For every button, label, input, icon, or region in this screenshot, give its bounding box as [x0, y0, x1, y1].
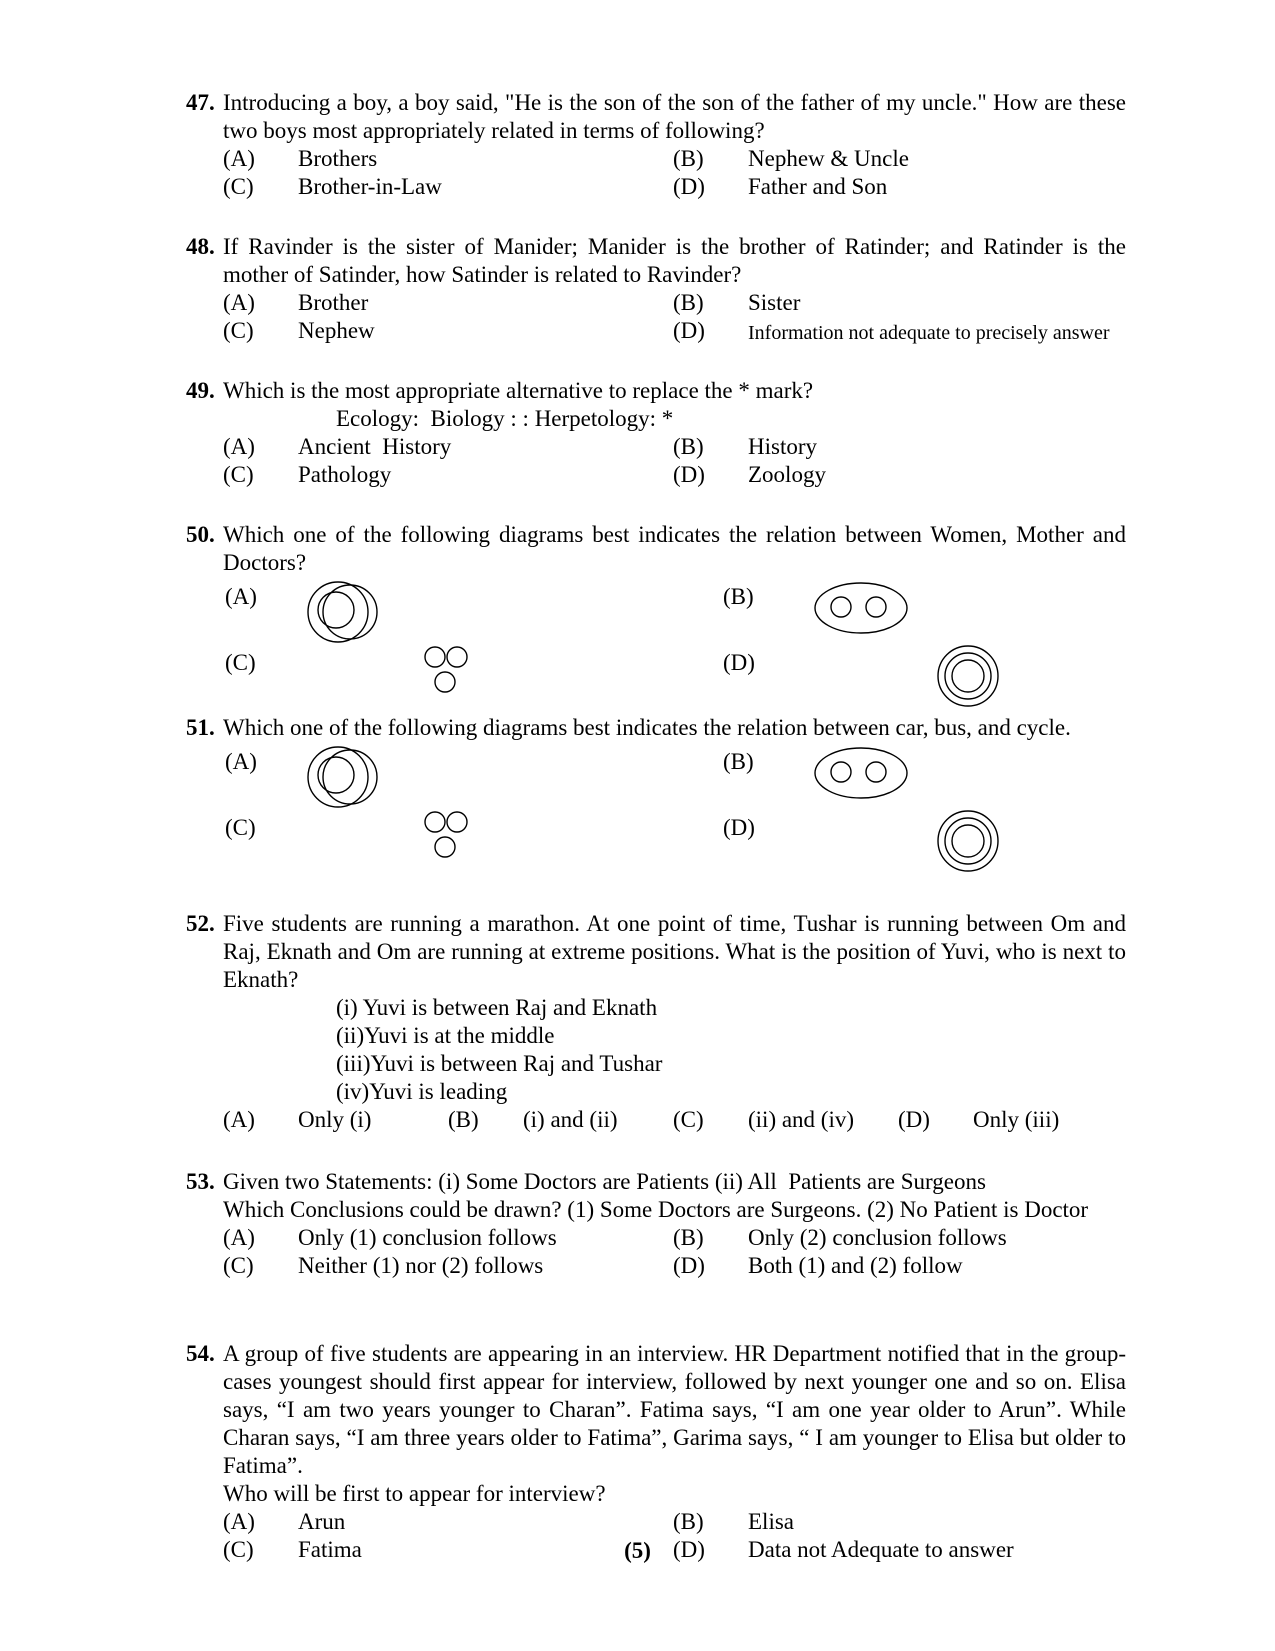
option-b-text: Sister	[748, 290, 801, 315]
option-a-label: (A)	[223, 1107, 255, 1132]
question-number: 48.	[186, 234, 215, 259]
two-circles-in-oval-diagram	[811, 745, 911, 801]
option-d-text: Information not adequate to precisely answer	[748, 322, 1110, 344]
question-number: 53.	[186, 1169, 215, 1194]
option-b-label: (B)	[448, 1107, 479, 1132]
question-48	[186, 233, 1126, 345]
question-50	[186, 521, 1126, 707]
option-d-label: (D)	[673, 1253, 705, 1278]
diagram-options	[186, 742, 1126, 872]
option-b-text: (i) and (ii)	[523, 1107, 618, 1132]
option-c-text: Brother-in-Law	[298, 174, 442, 199]
concentric-circles-diagram	[935, 644, 1001, 708]
option-d-text: Father and Son	[748, 174, 888, 199]
option-b-label: (B)	[723, 584, 754, 609]
option-d-text: Only (iii)	[973, 1107, 1060, 1132]
three-separate-circles-diagram	[419, 809, 475, 861]
question-text: Which is the most appropriate alternative to replace the * mark?	[223, 378, 814, 403]
option-a-text: Brothers	[298, 146, 378, 171]
question-number: 49.	[186, 378, 215, 403]
statement-item: (iii)Yuvi is between Raj and Tushar	[336, 1051, 663, 1076]
question-number: 54.	[186, 1341, 215, 1366]
question-number: 47.	[186, 90, 215, 115]
option-c-label: (C)	[223, 1537, 254, 1562]
question-text: If Ravinder is the sister of Manider; Manider is the brother of Ratinder; and Ratinder is the mother of Satinder, how Satinder is related to Ravinder?	[223, 234, 1126, 287]
option-row	[186, 1224, 1126, 1252]
option-a-label: (A)	[223, 146, 255, 171]
option-b-label: (B)	[673, 434, 704, 459]
option-c-label: (C)	[223, 1253, 254, 1278]
option-a-label: (A)	[223, 290, 255, 315]
option-a-label: (A)	[223, 434, 255, 459]
concentric-circles-diagram	[935, 809, 1001, 873]
option-c-label: (C)	[673, 1107, 704, 1132]
option-b-label: (B)	[673, 1225, 704, 1250]
question-text: Which one of the following diagrams best indicates the relation between car, bus, and cycle.	[223, 715, 1071, 740]
option-c-text: Nephew	[298, 318, 375, 343]
option-a-text: Only (i)	[298, 1107, 372, 1132]
option-row	[186, 461, 1126, 489]
option-a-text: Arun	[298, 1509, 346, 1534]
option-b-label: (B)	[673, 290, 704, 315]
statement-list	[186, 994, 1126, 1106]
question-text: A group of five students are appearing in an interview. HR Department notified that in the group- cases youngest should first appear for interview, followed by next younger one and so on. Elisa says, “I am two years younger to Charan”. Fatima says, “I am one year older to Arun”. While Charan says, “I am three years older to Fatima”, Garima says, “ I am younger to Elisa but older to Fatima”.	[223, 1341, 1126, 1478]
question-49	[186, 377, 1126, 489]
option-c-label: (C)	[223, 318, 254, 343]
option-row	[186, 289, 1126, 317]
three-separate-circles-diagram	[419, 644, 475, 696]
option-a-text: Brother	[298, 290, 369, 315]
question-stem	[186, 377, 1126, 405]
question-statements: Given two Statements: (i) Some Doctors are Patients (ii) All Patients are Surgeons	[223, 1169, 986, 1194]
option-b-text: Only (2) conclusion follows	[748, 1225, 1007, 1250]
question-number: 51.	[186, 715, 215, 740]
question-stem	[186, 714, 1126, 742]
question-stem	[186, 521, 1126, 577]
option-d-text: Zoology	[748, 462, 826, 487]
question-53	[186, 1168, 1126, 1280]
analogy-text: Ecology: Biology : : Herpetology: *	[336, 406, 674, 431]
overlapping-circles-diagram	[302, 579, 386, 645]
question-stem	[186, 1340, 1126, 1508]
option-row	[186, 145, 1126, 173]
option-d-label: (D)	[673, 1537, 705, 1562]
question-text: Five students are running a marathon. At one point of time, Tushar is running between Om and Raj, Eknath and Om are running at extreme positions. What is the position of Yuvi, who is next to Eknath?	[223, 911, 1126, 992]
option-d-label: (D)	[673, 174, 705, 199]
page-number: (5)	[624, 1538, 651, 1563]
statement-item: (iv)Yuvi is leading	[336, 1079, 508, 1104]
option-d-text: Data not Adequate to answer	[748, 1537, 1014, 1562]
option-d-label: (D)	[898, 1107, 930, 1132]
option-d-label: (D)	[673, 462, 705, 487]
question-number: 50.	[186, 522, 215, 547]
option-c-label: (C)	[223, 462, 254, 487]
option-a-label: (A)	[223, 1509, 255, 1534]
option-c-label: (C)	[225, 650, 256, 675]
option-d-label: (D)	[723, 815, 755, 840]
option-row	[186, 317, 1126, 345]
question-stem	[186, 910, 1126, 994]
question-51	[186, 714, 1126, 872]
statement-item: (i) Yuvi is between Raj and Eknath	[336, 995, 658, 1020]
option-c-text: Pathology	[298, 462, 392, 487]
diagram-options	[186, 577, 1126, 707]
option-c-text: Fatima	[298, 1537, 362, 1562]
question-stem	[186, 1168, 1126, 1224]
option-d-label: (D)	[723, 650, 755, 675]
two-circles-in-oval-diagram	[811, 580, 911, 636]
option-b-text: History	[748, 434, 817, 459]
option-b-text: Elisa	[748, 1509, 794, 1534]
option-c-label: (C)	[223, 174, 254, 199]
question-prompt: Who will be first to appear for interview?	[223, 1481, 606, 1506]
option-d-text: Both (1) and (2) follow	[748, 1253, 963, 1278]
option-a-text: Only (1) conclusion follows	[298, 1225, 557, 1250]
analogy-line	[186, 405, 1126, 433]
option-b-label: (B)	[723, 749, 754, 774]
option-row	[186, 433, 1126, 461]
option-c-label: (C)	[225, 815, 256, 840]
option-row	[186, 1508, 1126, 1536]
option-b-label: (B)	[673, 1509, 704, 1534]
option-a-label: (A)	[225, 749, 257, 774]
option-b-text: Nephew & Uncle	[748, 146, 909, 171]
question-stem	[186, 89, 1126, 145]
option-c-text: (ii) and (iv)	[748, 1107, 855, 1132]
question-number: 52.	[186, 911, 215, 936]
option-d-label: (D)	[673, 318, 705, 343]
question-text: Which Conclusions could be drawn? (1) Some Doctors are Surgeons. (2) No Patient is Doctor	[223, 1197, 1089, 1222]
question-stem	[186, 233, 1126, 289]
option-a-text: Ancient History	[298, 434, 452, 459]
option-b-label: (B)	[673, 146, 704, 171]
question-54	[186, 1340, 1126, 1564]
option-row	[186, 173, 1126, 201]
question-text: Which one of the following diagrams best indicates the relation between Women, Mother and Doctors?	[223, 522, 1126, 575]
option-a-label: (A)	[223, 1225, 255, 1250]
overlapping-circles-diagram	[302, 744, 386, 810]
option-a-label: (A)	[225, 584, 257, 609]
option-c-text: Neither (1) nor (2) follows	[298, 1253, 544, 1278]
question-text: Introducing a boy, a boy said, "He is the son of the son of the father of my uncle." How are these two boys most appropriately related in terms of following?	[223, 90, 1126, 143]
question-47	[186, 89, 1126, 201]
question-52	[186, 910, 1126, 1134]
option-row	[186, 1252, 1126, 1280]
statement-item: (ii)Yuvi is at the middle	[336, 1023, 555, 1048]
option-row	[186, 1106, 1126, 1134]
